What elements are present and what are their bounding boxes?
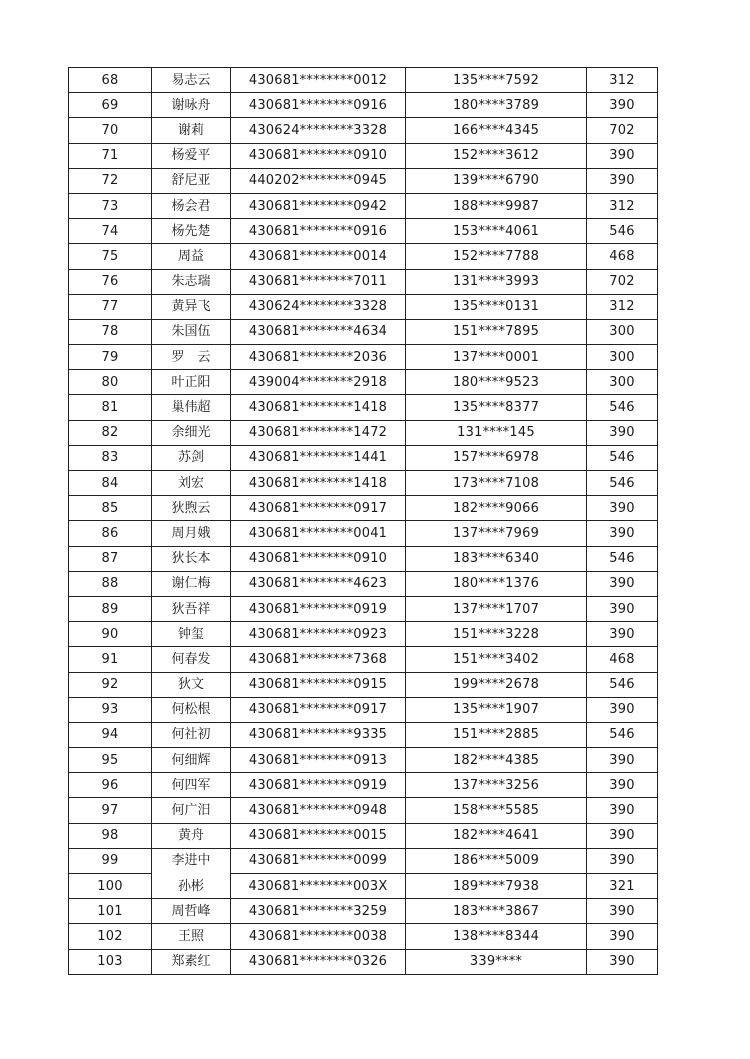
amount-value: 312 (587, 68, 658, 93)
table-row (69, 68, 658, 93)
id-number: 430681********3259 (231, 899, 406, 924)
amount-value: 546 (587, 445, 658, 470)
phone-number: 189****7938 (406, 874, 587, 899)
amount-value: 390 (587, 420, 658, 445)
phone-number: 182****4641 (406, 823, 587, 848)
amount-value: 390 (587, 622, 658, 647)
table-row (69, 697, 658, 722)
id-number: 430624********3328 (231, 118, 406, 143)
phone-number: 151****3402 (406, 647, 587, 672)
phone-number: 152****7788 (406, 244, 587, 269)
phone-number: 131****3993 (406, 269, 587, 294)
table-row (69, 269, 658, 294)
id-number: 430681********0916 (231, 219, 406, 244)
table-row (69, 93, 658, 118)
phone-number: 151****2885 (406, 722, 587, 747)
row-number: 85 (69, 496, 152, 521)
id-number: 430681********0919 (231, 773, 406, 798)
person-name: 何春发 (152, 647, 231, 672)
row-number: 80 (69, 370, 152, 395)
id-number: 430681********1418 (231, 395, 406, 420)
table-row (69, 874, 658, 899)
table-row (69, 345, 658, 370)
row-number: 96 (69, 773, 152, 798)
amount-value: 546 (587, 546, 658, 571)
phone-number: 137****1707 (406, 596, 587, 621)
amount-value: 390 (587, 748, 658, 773)
amount-value: 390 (587, 93, 658, 118)
phone-number: 135****7592 (406, 68, 587, 93)
amount-value: 390 (587, 924, 658, 949)
person-name: 谢仁梅 (152, 571, 231, 596)
id-number: 430681********9335 (231, 722, 406, 747)
row-number: 83 (69, 445, 152, 470)
row-number: 88 (69, 571, 152, 596)
row-number: 103 (69, 949, 152, 974)
id-number: 430681********0910 (231, 143, 406, 168)
id-number: 440202********0945 (231, 168, 406, 193)
table-row (69, 596, 658, 621)
table-row (69, 168, 658, 193)
table-row (69, 546, 658, 571)
id-number: 430681********0917 (231, 496, 406, 521)
person-name: 谢咏舟 (152, 93, 231, 118)
row-number: 102 (69, 924, 152, 949)
amount-value: 702 (587, 118, 658, 143)
row-number: 75 (69, 244, 152, 269)
amount-value: 468 (587, 647, 658, 672)
row-number: 87 (69, 546, 152, 571)
table-row (69, 445, 658, 470)
table-row (69, 420, 658, 445)
person-name: 何细辉 (152, 748, 231, 773)
amount-value: 300 (587, 370, 658, 395)
phone-number: 135****1907 (406, 697, 587, 722)
row-number: 72 (69, 168, 152, 193)
person-name: 余细光 (152, 420, 231, 445)
amount-value: 390 (587, 596, 658, 621)
person-name: 王照 (152, 924, 231, 949)
phone-number: 182****9066 (406, 496, 587, 521)
table-row (69, 672, 658, 697)
id-number: 430681********0326 (231, 949, 406, 974)
table-row (69, 647, 658, 672)
row-number: 100 (69, 874, 152, 899)
row-number: 82 (69, 420, 152, 445)
table-row (69, 118, 658, 143)
person-name: 黄舟 (152, 823, 231, 848)
amount-value: 546 (587, 672, 658, 697)
id-number: 430681********0942 (231, 193, 406, 218)
amount-value: 390 (587, 848, 658, 873)
id-number: 430681********0948 (231, 798, 406, 823)
table-row (69, 521, 658, 546)
row-number: 78 (69, 319, 152, 344)
person-name: 何广汨 (152, 798, 231, 823)
person-name: 何社初 (152, 722, 231, 747)
table-row (69, 773, 658, 798)
id-number: 430681********0041 (231, 521, 406, 546)
table-row (69, 370, 658, 395)
phone-number: 139****6790 (406, 168, 587, 193)
row-number: 69 (69, 93, 152, 118)
table-row (69, 571, 658, 596)
row-number: 93 (69, 697, 152, 722)
row-number: 98 (69, 823, 152, 848)
row-number: 95 (69, 748, 152, 773)
person-name: 孙彬 (152, 874, 231, 899)
table-row (69, 748, 658, 773)
amount-value: 312 (587, 193, 658, 218)
row-number: 101 (69, 899, 152, 924)
phone-number: 182****4385 (406, 748, 587, 773)
person-name: 狄吾祥 (152, 596, 231, 621)
row-number: 79 (69, 345, 152, 370)
table-row (69, 924, 658, 949)
table-row (69, 143, 658, 168)
phone-number: 135****0131 (406, 294, 587, 319)
person-name: 谢莉 (152, 118, 231, 143)
person-name: 苏剑 (152, 445, 231, 470)
phone-number: 166****4345 (406, 118, 587, 143)
person-name: 叶正阳 (152, 370, 231, 395)
amount-value: 312 (587, 294, 658, 319)
id-number: 430681********0915 (231, 672, 406, 697)
id-number: 430681********1441 (231, 445, 406, 470)
amount-value: 468 (587, 244, 658, 269)
phone-number: 153****4061 (406, 219, 587, 244)
phone-number: 151****3228 (406, 622, 587, 647)
phone-number: 138****8344 (406, 924, 587, 949)
amount-value: 390 (587, 521, 658, 546)
row-number: 90 (69, 622, 152, 647)
table-row (69, 319, 658, 344)
person-name: 狄文 (152, 672, 231, 697)
phone-number: 183****6340 (406, 546, 587, 571)
table-row (69, 219, 658, 244)
phone-number: 151****7895 (406, 319, 587, 344)
phone-number: 180****1376 (406, 571, 587, 596)
id-number: 430681********0099 (231, 848, 406, 873)
phone-number: 339**** (406, 949, 587, 974)
person-name: 狄长本 (152, 546, 231, 571)
amount-value: 300 (587, 319, 658, 344)
person-name: 何四军 (152, 773, 231, 798)
person-name: 何松根 (152, 697, 231, 722)
table-row (69, 798, 658, 823)
id-number: 430681********0923 (231, 622, 406, 647)
amount-value: 390 (587, 823, 658, 848)
row-number: 86 (69, 521, 152, 546)
row-number: 70 (69, 118, 152, 143)
id-number: 430681********4634 (231, 319, 406, 344)
phone-number: 152****3612 (406, 143, 587, 168)
row-number: 68 (69, 68, 152, 93)
person-name: 杨爱平 (152, 143, 231, 168)
phone-number: 137****7969 (406, 521, 587, 546)
id-number: 430681********2036 (231, 345, 406, 370)
row-number: 71 (69, 143, 152, 168)
phone-number: 158****5585 (406, 798, 587, 823)
row-number: 74 (69, 219, 152, 244)
row-number: 89 (69, 596, 152, 621)
row-number: 73 (69, 193, 152, 218)
table-row (69, 899, 658, 924)
person-name: 郑素红 (152, 949, 231, 974)
table-row (69, 244, 658, 269)
row-number: 92 (69, 672, 152, 697)
id-number: 430681********7368 (231, 647, 406, 672)
row-number: 94 (69, 722, 152, 747)
phone-number: 131****145 (406, 420, 587, 445)
amount-value: 390 (587, 496, 658, 521)
row-number: 84 (69, 471, 152, 496)
id-number: 430681********1472 (231, 420, 406, 445)
person-name: 舒尼亚 (152, 168, 231, 193)
row-number: 97 (69, 798, 152, 823)
row-number: 99 (69, 848, 152, 873)
id-number: 439004********2918 (231, 370, 406, 395)
table-row (69, 294, 658, 319)
person-name: 罗 云 (152, 345, 231, 370)
phone-number: 173****7108 (406, 471, 587, 496)
person-name: 周月娥 (152, 521, 231, 546)
id-number: 430681********0917 (231, 697, 406, 722)
table-row (69, 471, 658, 496)
phone-number: 180****3789 (406, 93, 587, 118)
row-number: 77 (69, 294, 152, 319)
amount-value: 390 (587, 168, 658, 193)
amount-value: 300 (587, 345, 658, 370)
id-number: 430681********0038 (231, 924, 406, 949)
amount-value: 390 (587, 798, 658, 823)
id-number: 430681********1418 (231, 471, 406, 496)
person-name: 周益 (152, 244, 231, 269)
amount-value: 390 (587, 949, 658, 974)
id-number: 430681********7011 (231, 269, 406, 294)
person-name: 李进中 (152, 848, 231, 873)
row-number: 81 (69, 395, 152, 420)
amount-value: 390 (587, 899, 658, 924)
person-name: 黄异飞 (152, 294, 231, 319)
row-number: 91 (69, 647, 152, 672)
id-number: 430624********3328 (231, 294, 406, 319)
person-name: 狄煦云 (152, 496, 231, 521)
amount-value: 702 (587, 269, 658, 294)
table-row (69, 949, 658, 974)
person-name: 刘宏 (152, 471, 231, 496)
person-name: 钟玺 (152, 622, 231, 647)
amount-value: 390 (587, 571, 658, 596)
phone-number: 135****8377 (406, 395, 587, 420)
person-name: 周哲峰 (152, 899, 231, 924)
table-row (69, 622, 658, 647)
amount-value: 546 (587, 395, 658, 420)
phone-number: 199****2678 (406, 672, 587, 697)
table-row (69, 848, 658, 873)
amount-value: 546 (587, 219, 658, 244)
person-name: 易志云 (152, 68, 231, 93)
person-name: 朱国伍 (152, 319, 231, 344)
table-row (69, 823, 658, 848)
phone-number: 186****5009 (406, 848, 587, 873)
id-number: 430681********003X (231, 874, 406, 899)
amount-value: 546 (587, 471, 658, 496)
phone-number: 137****3256 (406, 773, 587, 798)
table-row (69, 395, 658, 420)
table-row (69, 193, 658, 218)
person-name: 朱志瑞 (152, 269, 231, 294)
id-number: 430681********0910 (231, 546, 406, 571)
id-number: 430681********0014 (231, 244, 406, 269)
id-number: 430681********4623 (231, 571, 406, 596)
id-number: 430681********0012 (231, 68, 406, 93)
phone-number: 157****6978 (406, 445, 587, 470)
id-number: 430681********0913 (231, 748, 406, 773)
roster-table-body (69, 68, 658, 975)
id-number: 430681********0015 (231, 823, 406, 848)
phone-number: 188****9987 (406, 193, 587, 218)
table-row (69, 496, 658, 521)
amount-value: 390 (587, 697, 658, 722)
phone-number: 137****0001 (406, 345, 587, 370)
row-number: 76 (69, 269, 152, 294)
amount-value: 546 (587, 722, 658, 747)
person-name: 巢伟超 (152, 395, 231, 420)
person-name: 杨会君 (152, 193, 231, 218)
amount-value: 390 (587, 773, 658, 798)
person-name: 杨先楚 (152, 219, 231, 244)
id-number: 430681********0916 (231, 93, 406, 118)
table-row (69, 722, 658, 747)
amount-value: 321 (587, 874, 658, 899)
phone-number: 180****9523 (406, 370, 587, 395)
amount-value: 390 (587, 143, 658, 168)
phone-number: 183****3867 (406, 899, 587, 924)
id-number: 430681********0919 (231, 596, 406, 621)
roster-table (68, 67, 658, 975)
